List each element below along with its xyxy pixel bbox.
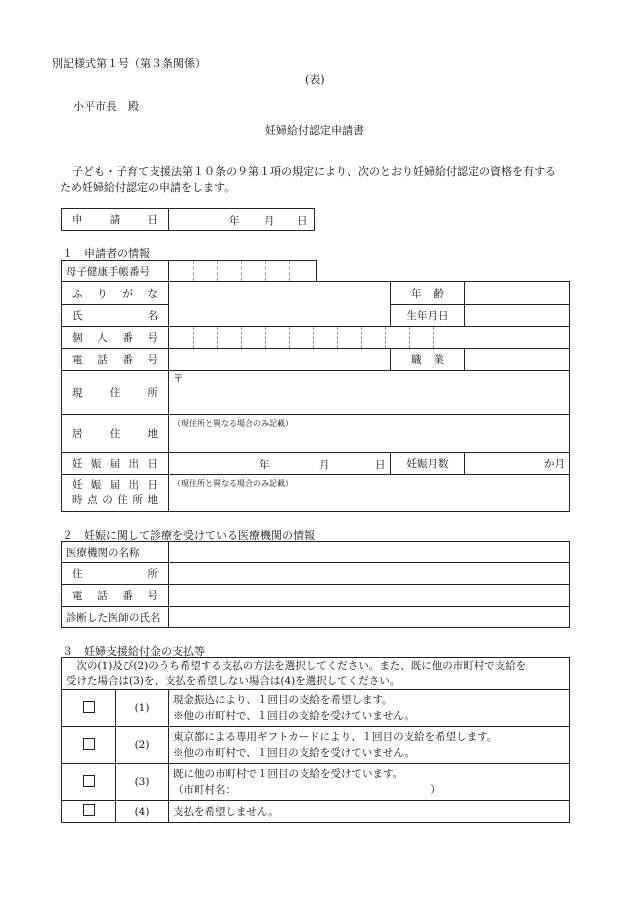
section1-heading: １ 申請者の情報 — [62, 247, 150, 260]
addressee: 小平市長 殿 — [73, 100, 139, 113]
facility-name-label: 医療機関の名称 — [62, 542, 169, 563]
birthdate-label: 生年月日 — [391, 305, 465, 327]
age-field[interactable] — [465, 282, 570, 305]
section3-heading: ３ 妊婦支援給付金の支払等 — [62, 645, 205, 658]
facility-address-label: 住 所 — [62, 563, 169, 585]
option-2-checkbox[interactable] — [62, 727, 116, 764]
municipality-name-field[interactable]: （市町村名： ） — [173, 784, 441, 796]
page-title: 妊婦給付認定申請書 — [265, 124, 364, 137]
option-1-text: 現金振込により、１回目の支給を希望します。 ※他の市町村で、１回目の支給を受けていません。 — [169, 690, 570, 727]
doctor-name-field[interactable] — [169, 607, 570, 628]
age-label: 年 齢 — [391, 282, 465, 305]
option-1-number: (1) — [116, 690, 169, 727]
checkbox-icon[interactable] — [83, 775, 95, 787]
name-label: 氏 名 — [62, 305, 169, 327]
pregnancy-date-field[interactable]: 年 月 日 — [169, 453, 391, 475]
option-3-checkbox[interactable] — [62, 764, 116, 801]
residence-field[interactable] — [169, 415, 570, 453]
option-1-checkbox[interactable] — [62, 690, 116, 727]
furigana-label: ふ り が な — [62, 282, 169, 305]
facility-phone-field[interactable] — [169, 585, 570, 607]
handbook-number-table — [61, 260, 317, 282]
checkbox-icon[interactable] — [83, 738, 95, 750]
option-4-text: 支払を希望しません。 — [169, 801, 570, 823]
application-date-field[interactable]: 年 月 日 — [169, 209, 315, 231]
birthdate-field[interactable] — [465, 305, 570, 327]
handbook-number-label: 母子健康手帳番号 — [62, 261, 169, 282]
pregnancy-date-label: 妊 娠 届 出 日 — [62, 453, 169, 475]
intro-line-1: 子ども・子育て支援法第１０条の９第１項の規定により、次のとおり妊婦給付認定の資格を有する — [72, 165, 556, 178]
personal-number-label: 個 人 番 号 — [62, 327, 169, 349]
occupation-label: 職 業 — [391, 349, 465, 371]
intro-line-2: ため妊婦給付認定の申請をします。 — [60, 181, 236, 194]
application-date-table — [61, 208, 315, 231]
address-field[interactable] — [169, 371, 570, 415]
option-4-number: (4) — [116, 801, 169, 823]
handbook-number-field[interactable] — [169, 261, 317, 282]
checkbox-icon[interactable] — [83, 701, 95, 713]
phone-field[interactable] — [169, 349, 391, 371]
residence-label: 居 住 地 — [62, 415, 169, 453]
side-indicator: (表) — [305, 73, 325, 86]
occupation-field[interactable] — [465, 349, 570, 371]
facility-phone-label: 電 話 番 号 — [62, 585, 169, 607]
option-2-text: 東京都による専用ギフトカードにより、１回目の支給を希望します。 ※他の市町村で、１回目の支給を受けていません。 — [169, 727, 570, 764]
facility-name-field[interactable] — [169, 542, 570, 563]
pregnancy-address-field[interactable] — [169, 475, 570, 512]
option-3-text: 既に他の市町村で１回目の支給を受けています。 （市町村名： ） — [169, 764, 570, 801]
pregnancy-months-field[interactable]: か月 — [465, 453, 570, 475]
postal-mark: 〒 — [173, 373, 184, 385]
pregnancy-months-label: 妊娠月数 — [391, 453, 465, 475]
address-label: 現 住 所 — [62, 371, 169, 415]
section2-heading: ２ 妊娠に関して診療を受けている医療機関の情報 — [62, 529, 315, 542]
doctor-name-label: 診断した医師の氏名 — [62, 607, 169, 628]
residence-note: （現住所と異なる場合のみ記載） — [173, 419, 293, 428]
form-reference: 別記様式第１号（第３条関係） — [52, 57, 206, 70]
payment-table — [61, 657, 570, 823]
application-date-label: 申 請 日 — [62, 209, 169, 231]
option-4-checkbox[interactable] — [62, 801, 116, 823]
option-3-number: (3) — [116, 764, 169, 801]
personal-number-field[interactable] — [169, 327, 570, 349]
pregnancy-address-note: （現住所と異なる場合のみ記載） — [173, 479, 293, 488]
option-2-number: (2) — [116, 727, 169, 764]
pregnancy-address-label: 妊 娠 届 出 日 時 点 の 住 所 地 — [62, 475, 169, 512]
phone-label: 電 話 番 号 — [62, 349, 169, 371]
checkbox-icon[interactable] — [83, 804, 95, 816]
name-field[interactable] — [169, 282, 391, 327]
payment-instructions: 次の(1)及び(2)のうち希望する支払の方法を選択してください。また、既に他の市町村で支給を 受けた場合は(3)を、支払を希望しない場合は(4)を選択してください。 — [62, 658, 570, 690]
medical-facility-table — [61, 541, 570, 628]
facility-address-field[interactable] — [169, 563, 570, 585]
applicant-table — [61, 281, 570, 512]
